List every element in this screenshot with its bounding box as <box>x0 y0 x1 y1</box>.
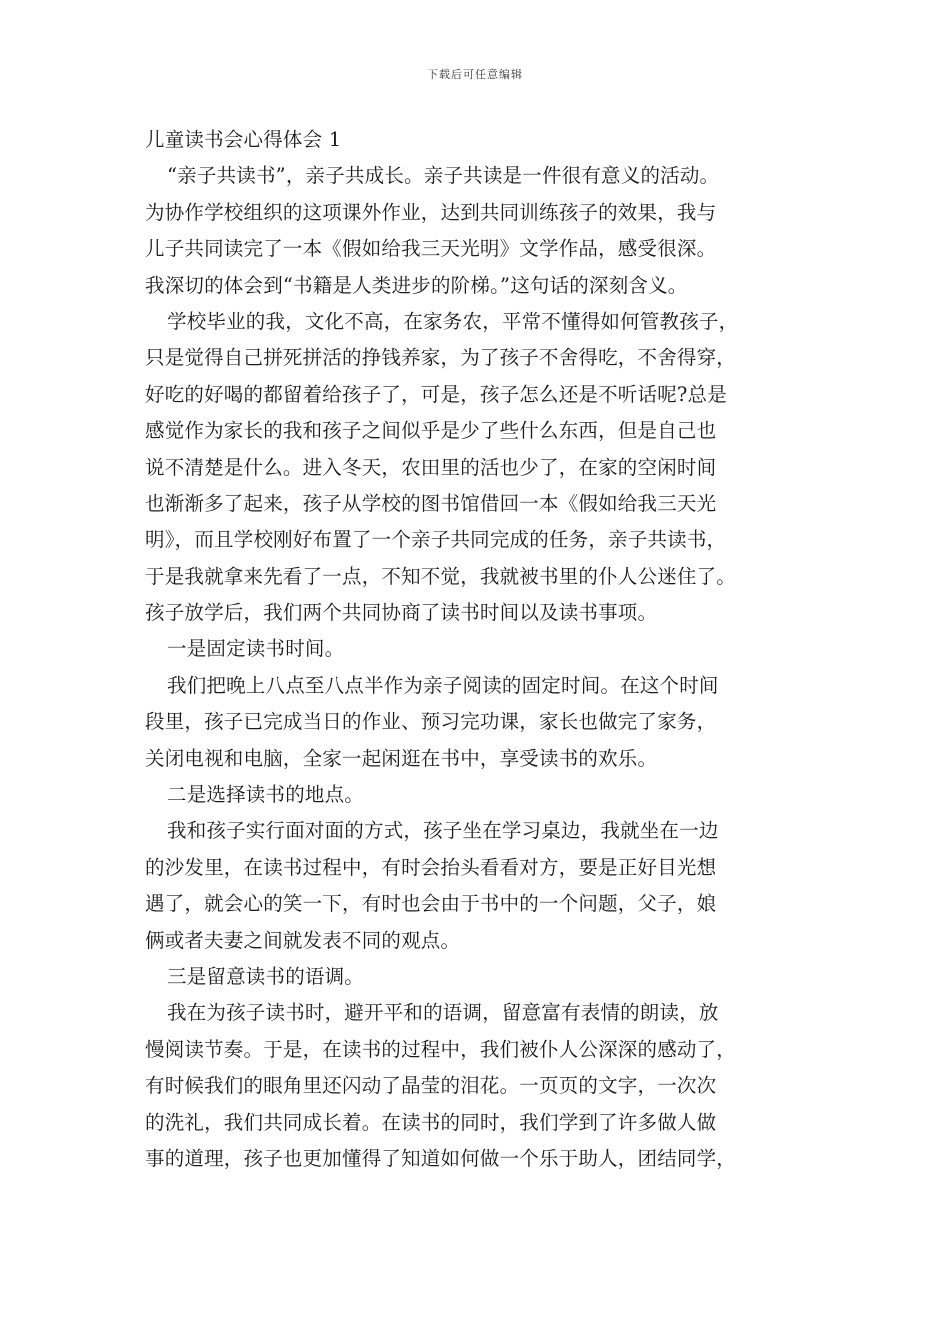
text-line: 关闭电视和电脑，全家一起闲逛在书中，享受读书的欢乐。 <box>145 746 658 770</box>
header-note: 下载后可任意编辑 <box>427 68 523 81</box>
paragraph-lines <box>145 158 825 1177</box>
text-line: 段里，孩子已完成当日的作业、预习完功课，家长也做完了家务， <box>145 710 717 734</box>
text-line: 明》，而且学校刚好布置了一个亲子共同完成的任务，亲子共读书， <box>145 528 727 552</box>
text-line: 慢阅读节奏。于是，在读书的过程中，我们被仆人公深深的感动了， <box>145 1037 737 1061</box>
text-line: “亲子共读书”，亲子共成长。亲子共读是一件很有意义的活动。 <box>167 164 720 188</box>
text-line: 学校毕业的我，文化不高，在家务农，平常不懂得如何管教孩子， <box>167 309 739 333</box>
text-line: 的洗礼，我们共同成长着。在读书的同时，我们学到了许多做人做 <box>145 1110 717 1134</box>
text-line: 我和孩子实行面对面的方式，孩子坐在学习桌边，我就坐在一边 <box>167 819 719 843</box>
text-line: 我深切的体会到“书籍是人类进步的阶梯。”这句话的深刻含义。 <box>145 273 688 297</box>
text-line: 好吃的好喝的都留着给孩子了，可是，孩子怎么还是不听话呢?总是 <box>145 382 727 406</box>
text-line: 三是留意读书的语调。 <box>167 964 365 988</box>
text-line: 我在为孩子读书时，避开平和的语调，留意富有表情的朗读，放 <box>167 1001 719 1025</box>
text-line: 儿子共同读完了一本《假如给我三天光明》文学作品，感受很深。 <box>145 237 717 261</box>
document-title: 儿童读书会心得体会 1 <box>145 128 342 151</box>
text-line: 有时候我们的眼角里还闪动了晶莹的泪花。一页页的文字，一次次 <box>145 1074 717 1098</box>
text-line: 的沙发里，在读书过程中，有时会抬头看看对方，要是正好目光想 <box>145 855 717 879</box>
text-line: 事的道理，孩子也更加懂得了知道如何做一个乐于助人，团结同学， <box>145 1146 737 1170</box>
text-line: 也渐渐多了起来，孩子从学校的图书馆借回一本《假如给我三天光 <box>145 491 717 515</box>
text-line: 二是选择读书的地点。 <box>167 783 365 807</box>
text-line: 孩子放学后，我们两个共同协商了读书时间以及读书事项。 <box>145 601 658 625</box>
text-line: 只是觉得自己拼死拼活的挣钱养家，为了孩子不舍得吃，不舍得穿， <box>145 346 737 370</box>
text-line: 俩或者夫妻之间就发表不同的观点。 <box>145 928 461 952</box>
document-body <box>145 122 825 1177</box>
text-line: 我们把晚上八点至八点半作为亲子阅读的固定时间。在这个时间 <box>167 673 719 697</box>
text-line: 感觉作为家长的我和孩子之间似乎是少了些什么东西，但是自己也 <box>145 419 717 443</box>
text-line: 为协作学校组织的这项课外作业，达到共同训练孩子的效果，我与 <box>145 200 717 224</box>
text-line: 遇了，就会心的笑一下，有时也会由于书中的一个问题，父子，娘 <box>145 892 717 916</box>
text-line: 一是固定读书时间。 <box>167 637 345 661</box>
text-line: 于是我就拿来先看了一点，不知不觉，我就被书里的仆人公迷住了。 <box>145 564 737 588</box>
text-line: 说不清楚是什么。进入冬天，农田里的活也少了，在家的空闲时间 <box>145 455 717 479</box>
